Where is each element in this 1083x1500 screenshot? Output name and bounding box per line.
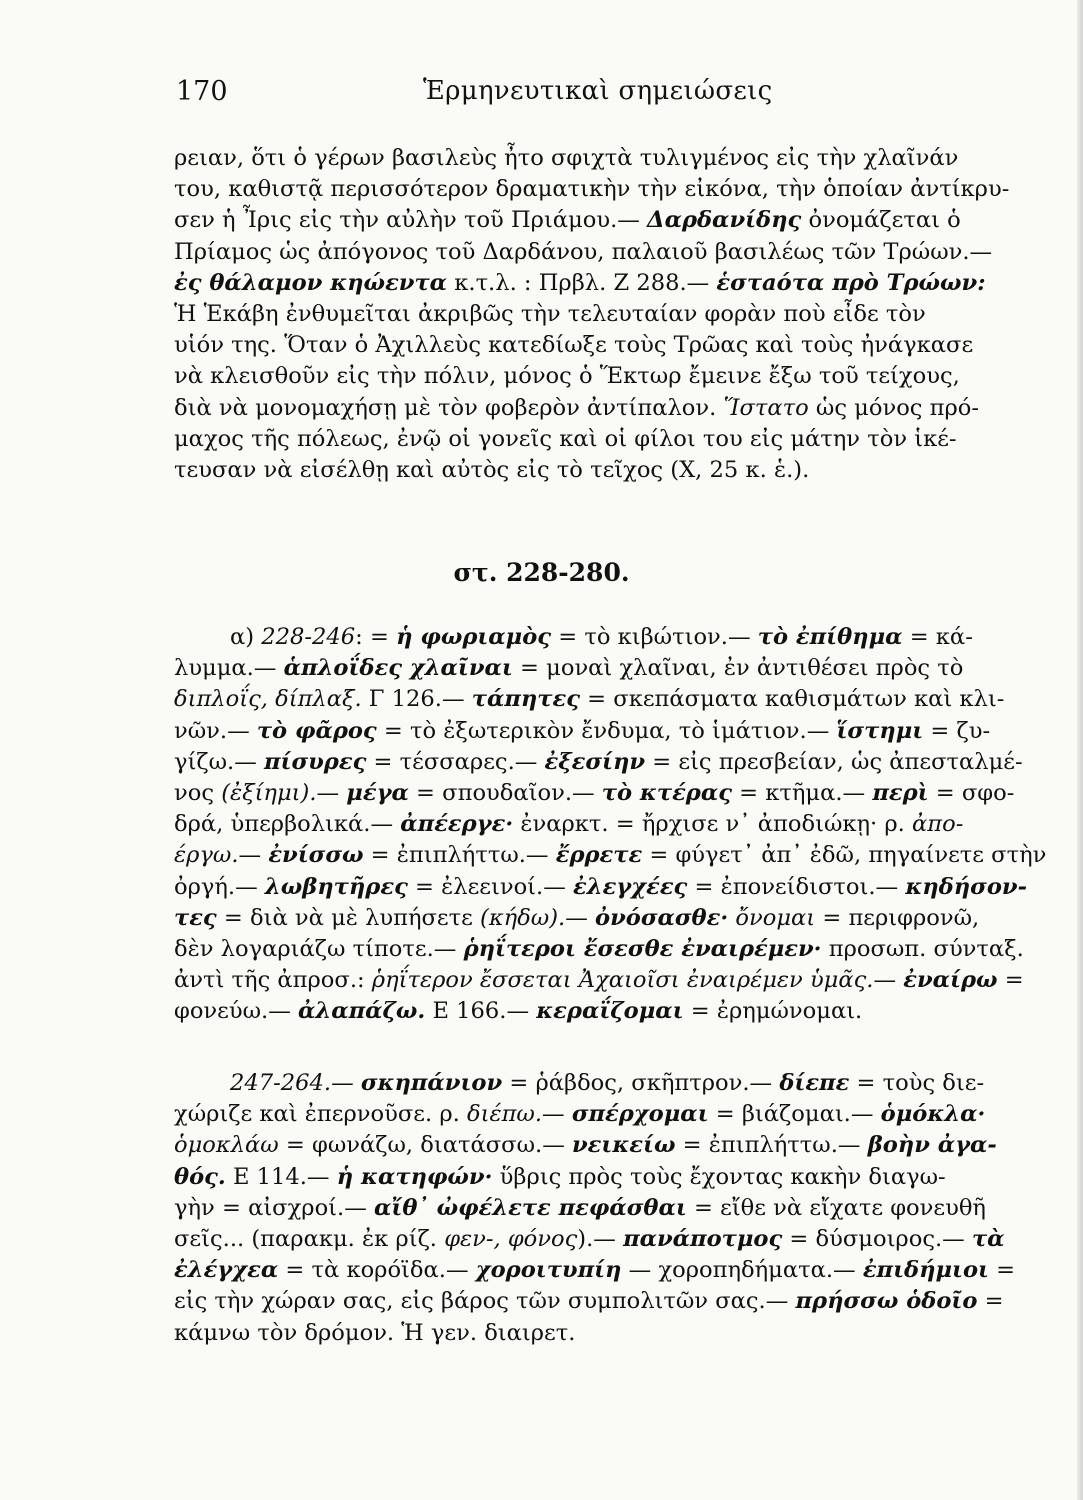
text-run: α) — [230, 624, 262, 650]
text-line — [174, 1286, 1029, 1317]
italic-text: 228-246 — [261, 624, 356, 650]
lemma-term: θός. — [174, 1163, 226, 1190]
text-run: = διὰ νὰ μὲ λυπήσετε — [216, 904, 481, 931]
lemma-term: ἀπέεργε· — [400, 811, 514, 838]
italic-text: έργω. — [174, 842, 239, 869]
text-run: τευσαν νὰ εἰσέλθῃ καὶ αὐτὸς εἰς τὸ τεῖχος (Χ, 25 κ. ἑ.). — [174, 456, 810, 483]
lemma-term: ἁπλοΐδες χλαῖναι — [283, 655, 513, 682]
text-line — [174, 747, 1029, 778]
text-line — [174, 934, 1029, 965]
text-run: δρά, ὑπερβολικά.— — [174, 811, 401, 838]
text-run: ).— — [577, 1225, 624, 1252]
lemma-term: δίεπε — [779, 1070, 850, 1096]
text-run: σεῖς... (παρακμ. ἐκ ρίζ. — [174, 1225, 445, 1252]
text-line — [174, 622, 1029, 653]
text-run: = σφο- — [928, 779, 1015, 806]
text-line — [174, 174, 1029, 205]
text-run: = βιάζομαι.— — [708, 1101, 881, 1128]
italic-text: ὄνομαι — [735, 904, 816, 931]
lemma-term: ἀλαπάζω. — [297, 998, 426, 1025]
lemma-term: κηδήσον- — [905, 873, 1027, 900]
text-line — [174, 268, 1029, 299]
text-line — [174, 872, 1029, 903]
text-run: = φύγετ᾿ ἀπ᾿ ἐδῶ, πηγαίνετε στὴν — [642, 842, 1047, 869]
lemma-term: ἐπιδήμιοι — [862, 1257, 989, 1284]
text-run: ὀργή.— — [174, 873, 265, 900]
text-run: = τέσσαρες.— — [366, 748, 545, 775]
text-run: = ἐπιπλήττω.— — [675, 1132, 868, 1159]
paragraph-commentary-continued — [174, 143, 1029, 486]
text-line — [174, 1068, 1029, 1099]
text-line — [174, 840, 1047, 871]
glossary-paragraph-247-264 — [174, 1068, 1029, 1349]
lemma-term: ἡ κατηφών· — [336, 1163, 493, 1190]
lemma-term: κεραΐζομαι — [536, 998, 684, 1025]
text-run: = σπουδαῖον.— — [408, 779, 602, 806]
text-line — [174, 903, 1029, 934]
text-run: = — [989, 1257, 1016, 1284]
page-number: 170 — [176, 76, 228, 107]
text-run: = φωνάζω, διατάσσω.— — [278, 1132, 572, 1159]
text-run: νῶν.— — [174, 717, 257, 744]
text-run: Γ 126.— — [361, 686, 472, 713]
lemma-term: τὸ ἐπίθημα — [757, 624, 903, 650]
text-run: = τὸ ἐξωτερικὸν ἔνδυμα, τὸ ἱμάτιον.— — [376, 717, 837, 744]
text-line — [174, 653, 1029, 684]
lemma-term: χοροιτυπίη — [475, 1257, 622, 1284]
text-line — [174, 455, 1029, 486]
text-line — [174, 393, 1029, 424]
lemma-term: σκηπάνιον — [360, 1070, 503, 1096]
italic-text: διέπω. — [466, 1101, 543, 1128]
lemma-term: ἑστaότα πρὸ Τρώων: — [716, 269, 986, 296]
text-run: κάμνω τὸν δρόμον. Ἡ γεν. διαιρετ. — [174, 1319, 576, 1346]
text-run: = μοναὶ χλαῖναι, ἐν ἀντιθέσει πρὸς τὸ — [512, 655, 964, 682]
lemma-term: πίσυρες — [264, 748, 367, 775]
lemma-term: ἵστημι — [836, 717, 924, 744]
text-run: νος — [174, 779, 222, 806]
italic-text: ἀπο- — [912, 811, 964, 838]
section-heading: στ. 228-280. — [453, 558, 630, 587]
text-run: Ἡ Ἑκάβη ἐνθυμεῖται ἀκριβῶς τὴν τελευταίαν φορὰν ποὺ εἶδε τὸν — [174, 300, 926, 327]
text-run: υἱόν της. Ὅταν ὁ Ἀχιλλεὺς κατεδίωξε τοὺς Τρῶας καὶ τοὺς ἠνάγκασε — [174, 332, 974, 359]
lemma-term: πρήσσω ὁδοῖο — [795, 1288, 978, 1315]
text-run: Ε 166.— — [425, 998, 537, 1025]
running-header — [170, 72, 910, 112]
text-line — [174, 965, 1029, 996]
text-line — [174, 205, 1029, 236]
text-line — [174, 1193, 1029, 1224]
lemma-term: ἐλεγχέες — [573, 873, 688, 900]
italic-text: 247-264. — [230, 1070, 332, 1096]
text-run: = κά- — [902, 624, 973, 650]
text-line — [174, 237, 1029, 268]
lemma-term: ἐναίρω — [903, 967, 998, 994]
lemma-term: ῥηΐτεροι ἔσεσθε ἐναιρέμεν· — [463, 935, 822, 962]
text-run: — — [565, 904, 596, 931]
text-run: μαχος τῆς πόλεως, ἐνῷ οἱ γονεῖς καὶ οἱ φίλοι του εἰς μάτην τὸν ἱκέ- — [174, 425, 957, 452]
lemma-term: τὰ — [971, 1225, 1005, 1252]
lemma-term: πανάποτμος — [623, 1225, 783, 1252]
text-line — [174, 1224, 1029, 1255]
lemma-term: μέγα — [346, 779, 409, 806]
lemma-term: τες — [174, 904, 217, 931]
text-run: = εἴθε νὰ εἴχατε φονευθῆ — [686, 1194, 986, 1221]
text-line — [174, 996, 1029, 1027]
scan-edge — [1077, 0, 1083, 1500]
glossary-paragraph-228-246 — [174, 622, 1047, 1027]
lemma-term: Δαρδανίδης — [647, 207, 802, 234]
text-run: = — [977, 1288, 1004, 1315]
text-run: διὰ νὰ μονομαχήσῃ μὲ τὸν φοβερὸν ἀντίπαλον. — [174, 394, 724, 421]
text-run: — χοροπηδήματα.— — [621, 1257, 863, 1284]
italic-text: (κήδω). — [480, 904, 566, 931]
text-run: ἀντὶ τῆς ἀπροσ.: — [174, 967, 372, 994]
text-line — [174, 330, 1029, 361]
text-line — [174, 809, 1029, 840]
text-run: του, καθιστᾷ περισσότερον δραματικὴν τὴν εἰκόνα, τὴν ὁποίαν ἀντίκρυ- — [174, 176, 1010, 203]
lemma-term: τάπητες — [471, 686, 580, 713]
text-run: γὴν = αἰσχροί.— — [174, 1194, 375, 1221]
italic-text: Ἵστατο — [723, 394, 809, 421]
text-line — [174, 1099, 1029, 1130]
lemma-term: βοὴν ἀγα- — [867, 1132, 997, 1159]
lemma-term: ὁμόκλα· — [880, 1101, 986, 1128]
text-run: = ῥάβδος, σκῆπτρον.— — [502, 1070, 780, 1096]
text-run: γίζω.— — [174, 748, 264, 775]
italic-text: ὁμοκλάω — [174, 1132, 279, 1159]
text-line — [174, 299, 1029, 330]
lemma-term: τὸ κτέρας — [601, 779, 732, 806]
text-line — [174, 1130, 1029, 1161]
text-line — [174, 1255, 1029, 1286]
text-line — [174, 716, 1029, 747]
text-run: νὰ κλεισθοῦν εἰς τὴν πόλιν, μόνος ὁ Ἕκτωρ ἔμεινε ἔξω τοῦ τείχους, — [174, 363, 960, 390]
text-run: — — [331, 1070, 361, 1096]
text-run: = ἐπονείδιστοι.— — [687, 873, 906, 900]
lemma-term: σπέρχομαι — [571, 1101, 709, 1128]
text-run: δὲν λογαριάζω τίποτε.— — [174, 935, 464, 962]
lemma-term: ἐλέγχεα — [174, 1257, 279, 1284]
text-run: — — [542, 1101, 572, 1128]
lemma-term: περὶ — [872, 779, 929, 806]
lemma-term: ὀνόσασθε· — [595, 904, 729, 931]
lemma-term: ἐξεσίην — [544, 748, 646, 775]
text-run: = τὰ κορόϊδα.— — [278, 1257, 476, 1284]
text-run: = περιφρονῶ, — [815, 904, 980, 931]
text-run: — — [238, 842, 269, 869]
text-line — [174, 143, 1029, 174]
text-run: — — [873, 967, 904, 994]
text-run: ὕβρις πρὸς τοὺς ἔχοντας κακὴν διαγω- — [492, 1163, 946, 1190]
text-run: εἰς τὴν χώραν σας, εἰς βάρος τῶν συμπολιτῶν σας.— — [174, 1288, 796, 1315]
lemma-term: ἐνίσσω — [268, 842, 364, 869]
italic-text: διπλοΐς, δίπλαξ. — [174, 686, 362, 713]
text-run: κ.τ.λ. : Πρβλ. Ζ 288.— — [447, 269, 717, 296]
text-run: σεν ἡ Ἶρις εἰς τὴν αὐλὴν τοῦ Πριάμου.— — [174, 207, 648, 234]
text-run: = ἐρημώνομαι. — [683, 998, 863, 1025]
text-line — [174, 1162, 1029, 1193]
text-run: = τοὺς διε- — [849, 1070, 985, 1096]
text-line — [174, 424, 1029, 455]
text-run: = ἐλεεινοί.— — [407, 873, 573, 900]
text-line — [174, 361, 1029, 392]
text-run: = τὸ κιβώτιον.— — [551, 624, 758, 650]
text-run: = σκεπάσματα καθισμάτων καὶ κλι- — [580, 686, 1005, 713]
text-run: Πρίαμος ὡς ἀπόγονος τοῦ Δαρδάνου, παλαιοῦ βασιλέως τῶν Τρώων.— — [174, 238, 993, 265]
text-run: = δύσμοιρος.— — [782, 1225, 972, 1252]
lemma-term: νεικείω — [572, 1132, 676, 1159]
text-run: ὀνομάζεται ὁ — [801, 207, 961, 234]
text-run: χώριζε καὶ ἐπερνοῦσε. ρ. — [174, 1101, 467, 1128]
lemma-term: λωβητῆρες — [264, 873, 408, 900]
text-run: — — [316, 779, 347, 806]
text-run: φονεύω.— — [174, 998, 298, 1025]
lemma-term: αἴθ᾿ ὠφέλετε πεφάσθαι — [374, 1194, 687, 1221]
text-run: Ε 114.— — [225, 1163, 337, 1190]
text-run: ὡς μόνος πρό- — [808, 394, 980, 421]
text-line — [174, 1318, 1029, 1349]
text-line — [174, 778, 1029, 809]
italic-text: (ἐξίημι). — [221, 779, 317, 806]
lemma-term: ἐς θάλαμον κηώεντα — [174, 269, 448, 296]
text-run: προσωπ. σύνταξ. — [821, 935, 1024, 962]
text-run: = ἐπιπλήττω.— — [363, 842, 556, 869]
text-run: ρειαν, ὅτι ὁ γέρων βασιλεὺς ἦτο σφιχτὰ τυλιγμένος εἰς τὴν χλαῖνάν — [174, 145, 959, 171]
lemma-term: ἔρρετε — [555, 842, 643, 869]
running-title: Ἑρμηνευτικαὶ σημειώσεις — [423, 76, 773, 106]
text-run: = κτῆμα.— — [731, 779, 873, 806]
lemma-term: ἡ φωριαμὸς — [396, 624, 552, 650]
text-run: = ζυ- — [923, 717, 991, 744]
lemma-term: τὸ φᾶρος — [256, 717, 377, 744]
text-run: = — [997, 967, 1024, 994]
italic-text: φεν-, φόνος — [444, 1225, 578, 1252]
text-run: λυμμα.— — [174, 655, 284, 682]
text-run: : = — [355, 624, 397, 650]
text-run: = εἰς πρεσβείαν, ὡς ἀπεσταλμέ- — [645, 748, 1023, 775]
italic-text: ῥηΐτερον ἔσσεται Ἀχαιοῖσι ἐναιρέμεν ὑμᾶς. — [371, 967, 874, 994]
text-run: ἐναρκτ. = ἤρχισε ν᾿ ἀποδιώκῃ· ρ. — [513, 811, 913, 838]
text-line — [174, 684, 1029, 715]
